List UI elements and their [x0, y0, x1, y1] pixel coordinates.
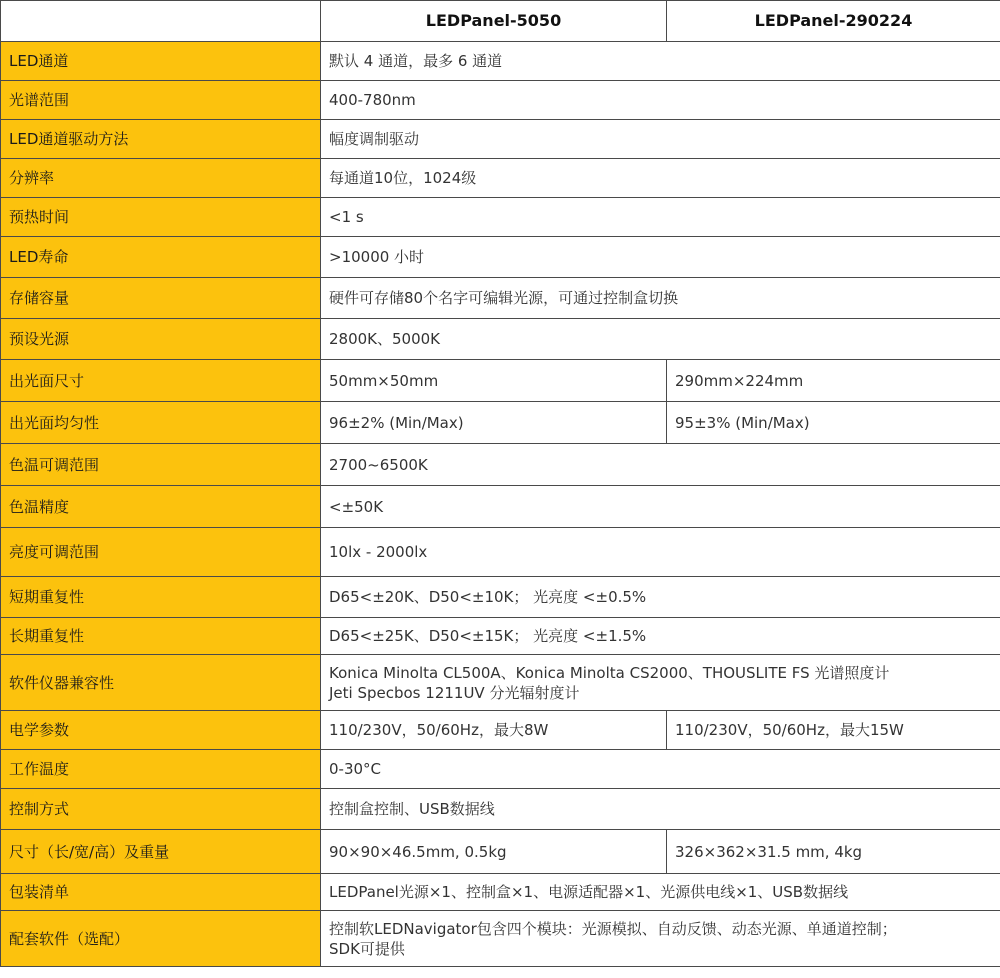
row-value [321, 655, 1000, 711]
row-value: 400-780nm [321, 81, 1000, 120]
row-value: 10lx - 2000lx [321, 528, 1000, 577]
row-label: 色温可调范围 [1, 444, 321, 486]
header-corner-cell [1, 1, 321, 42]
row-value-290224: 95±3% (Min/Max) [667, 402, 1000, 444]
table-row [1, 789, 1000, 830]
row-label: 出光面尺寸 [1, 360, 321, 402]
table-row [1, 911, 1000, 967]
table-row [1, 42, 1000, 81]
row-label: LED通道 [1, 42, 321, 81]
row-value: 控制盒控制、USB数据线 [321, 789, 1000, 830]
table-row [1, 874, 1000, 911]
table-row [1, 528, 1000, 577]
row-value: 2700~6500K [321, 444, 1000, 486]
row-label: 包装清单 [1, 874, 321, 911]
table-row [1, 237, 1000, 278]
row-label: 预设光源 [1, 319, 321, 360]
table-row [1, 198, 1000, 237]
row-label: LED寿命 [1, 237, 321, 278]
row-label: 工作温度 [1, 750, 321, 789]
row-label: LED通道驱动方法 [1, 120, 321, 159]
row-label: 出光面均匀性 [1, 402, 321, 444]
row-label: 亮度可调范围 [1, 528, 321, 577]
row-value: <±50K [321, 486, 1000, 528]
row-label: 光谱范围 [1, 81, 321, 120]
row-value: 硬件可存储80个名字可编辑光源，可通过控制盒切换 [321, 278, 1000, 319]
row-value-5050: 90×90×46.5mm, 0.5kg [321, 830, 667, 874]
row-label: 短期重复性 [1, 577, 321, 618]
row-value-line-1: 控制软LEDNavigator包含四个模块：光源模拟、自动反馈、动态光源、单通道控制； [329, 919, 897, 938]
row-value: D65<±25K、D50<±15K； 光亮度 <±1.5% [321, 618, 1000, 655]
table-row [1, 319, 1000, 360]
table-row [1, 711, 1000, 750]
row-value-line-2: SDK可提供 [329, 939, 405, 958]
row-value-line-2: Jeti Specbos 1211UV 分光辐射度计 [329, 683, 580, 702]
row-label: 长期重复性 [1, 618, 321, 655]
row-value: 每通道10位，1024级 [321, 159, 1000, 198]
row-label: 尺寸（长/宽/高）及重量 [1, 830, 321, 874]
row-value: D65<±20K、D50<±10K； 光亮度 <±0.5% [321, 577, 1000, 618]
row-value-5050: 110/230V，50/60Hz，最大8W [321, 711, 667, 750]
table-row [1, 750, 1000, 789]
row-value: LEDPanel光源×1、控制盒×1、电源适配器×1、光源供电线×1、USB数据线 [321, 874, 1000, 911]
row-label: 配套软件（选配） [1, 911, 321, 967]
row-value: >10000 小时 [321, 237, 1000, 278]
table-header-row [1, 1, 1000, 42]
header-model-290224: LEDPanel-290224 [667, 1, 1000, 42]
table-row [1, 577, 1000, 618]
row-value: 幅度调制驱动 [321, 120, 1000, 159]
row-value: <1 s [321, 198, 1000, 237]
row-value-5050: 50mm×50mm [321, 360, 667, 402]
table-row [1, 360, 1000, 402]
table-row [1, 81, 1000, 120]
row-value-line-1: Konica Minolta CL500A、Konica Minolta CS2000、THOUSLITE FS 光谱照度计 [329, 663, 890, 682]
row-label: 控制方式 [1, 789, 321, 830]
table-row [1, 486, 1000, 528]
row-label: 分辨率 [1, 159, 321, 198]
table-row [1, 278, 1000, 319]
row-label: 预热时间 [1, 198, 321, 237]
row-value: 0-30°C [321, 750, 1000, 789]
table-row [1, 120, 1000, 159]
header-model-5050: LEDPanel-5050 [321, 1, 667, 42]
table-row [1, 830, 1000, 874]
row-value-290224: 290mm×224mm [667, 360, 1000, 402]
table-row [1, 159, 1000, 198]
table-row [1, 444, 1000, 486]
table-row [1, 618, 1000, 655]
row-label: 存储容量 [1, 278, 321, 319]
row-value-5050: 96±2% (Min/Max) [321, 402, 667, 444]
row-value-290224: 110/230V，50/60Hz，最大15W [667, 711, 1000, 750]
table-row [1, 402, 1000, 444]
row-value-290224: 326×362×31.5 mm, 4kg [667, 830, 1000, 874]
row-label: 色温精度 [1, 486, 321, 528]
row-label: 电学参数 [1, 711, 321, 750]
row-label: 软件仪器兼容性 [1, 655, 321, 711]
row-value: 2800K、5000K [321, 319, 1000, 360]
row-value: 默认 4 通道，最多 6 通道 [321, 42, 1000, 81]
row-value [321, 911, 1000, 967]
table-row [1, 655, 1000, 711]
